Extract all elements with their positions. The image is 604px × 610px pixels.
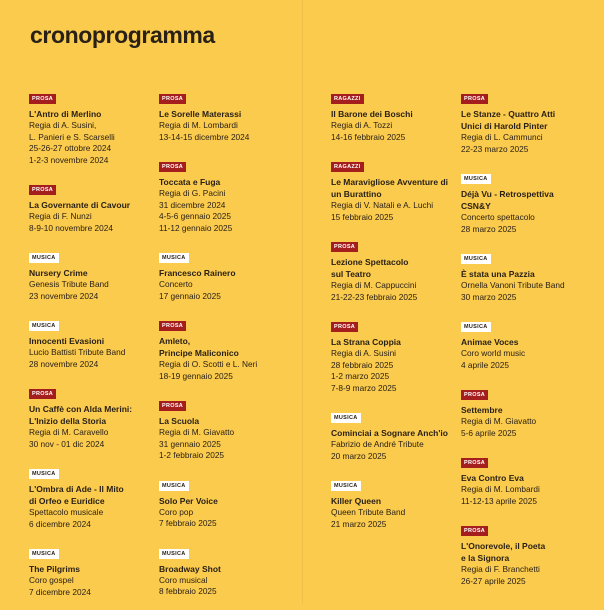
event-detail: 25-26-27 ottobre 2024 — [29, 143, 112, 154]
event-detail: 1-2 marzo 2025 — [331, 371, 390, 382]
category-badge: PROSA — [159, 162, 186, 172]
event-title: Le Stanze - Quattro Atti Unici di Harold Pinter — [461, 109, 556, 132]
schedule-column-4 — [461, 87, 589, 599]
category-badge: RAGAZZI — [331, 94, 364, 104]
event-entry — [331, 406, 459, 462]
event-title: Il Barone dei Boschi — [331, 109, 413, 120]
event-detail: 17 gennaio 2025 — [159, 290, 221, 301]
event-entry — [159, 155, 287, 234]
event-title: Nursery Crime — [29, 268, 88, 279]
event-detail: 14-16 febbraio 2025 — [331, 131, 406, 142]
event-entry — [331, 474, 459, 530]
event-title: The Pilgrims — [29, 564, 81, 575]
category-badge: MUSICA — [159, 481, 189, 491]
event-entry — [461, 315, 589, 371]
event-title: Settembre — [461, 405, 503, 416]
schedule-column-2 — [159, 87, 287, 610]
event-entry — [331, 87, 459, 143]
event-detail: 21-22-23 febbraio 2025 — [331, 291, 418, 302]
category-badge: MUSICA — [29, 253, 59, 263]
event-subtitle: Regia di F. Branchetti — [461, 564, 540, 575]
event-subtitle: Regia di O. Scotti e L. Neri — [159, 359, 258, 370]
event-title: Killer Queen — [331, 496, 382, 507]
event-detail: 7 dicembre 2024 — [29, 586, 91, 597]
category-badge: MUSICA — [331, 481, 361, 491]
category-badge: MUSICA — [159, 253, 189, 263]
event-entry — [29, 542, 157, 598]
event-subtitle: Coro pop — [159, 506, 194, 517]
event-detail: 8-9-10 novembre 2024 — [29, 222, 113, 233]
event-title: Amleto, Principe Maliconico — [159, 336, 239, 359]
event-detail: L. Panieri e S. Scarselli — [29, 131, 115, 142]
category-badge: PROSA — [29, 185, 56, 195]
event-title: Le Sorelle Materassi — [159, 109, 242, 120]
event-detail: 28 marzo 2025 — [461, 223, 517, 234]
category-badge: MUSICA — [461, 254, 491, 264]
event-detail: 13-14-15 dicembre 2024 — [159, 131, 250, 142]
event-entry — [29, 314, 157, 370]
event-entry — [461, 167, 589, 235]
event-entry — [461, 87, 589, 155]
event-detail: 5-6 aprile 2025 — [461, 427, 517, 438]
event-detail: 11-12 gennaio 2025 — [159, 222, 233, 233]
event-subtitle: Regia di M. Lombardi — [159, 120, 238, 131]
event-entry — [159, 394, 287, 462]
category-badge: MUSICA — [159, 549, 189, 559]
category-badge: PROSA — [29, 389, 56, 399]
event-title: L'Onorevole, il Poeta e la Signora — [461, 541, 546, 564]
event-title: L'Antro di Merlino — [29, 109, 102, 120]
event-subtitle: Regia di M. Giavatto — [461, 416, 537, 427]
event-subtitle: Ornella Vanoni Tribute Band — [461, 280, 565, 291]
event-entry — [331, 155, 459, 223]
event-subtitle: Concerto spettacolo — [461, 212, 535, 223]
event-subtitle: Regia di M. Giavatto — [159, 427, 235, 438]
category-badge: PROSA — [29, 94, 56, 104]
category-badge: PROSA — [159, 321, 186, 331]
event-detail: 22-23 marzo 2025 — [461, 143, 529, 154]
event-subtitle: Regia di M. Caravello — [29, 427, 109, 438]
event-detail: 21 marzo 2025 — [331, 518, 387, 529]
event-detail: 7 febbraio 2025 — [159, 518, 217, 529]
event-title: La Governante di Cavour — [29, 200, 131, 211]
category-badge: MUSICA — [331, 413, 361, 423]
event-title: Lezione Spettacolo sul Teatro — [331, 257, 409, 280]
event-detail: 26-27 aprile 2025 — [461, 575, 526, 586]
event-detail: 31 gennaio 2025 — [159, 438, 221, 449]
event-detail: 18-19 gennaio 2025 — [159, 370, 233, 381]
event-title: Solo Per Voice — [159, 495, 218, 506]
event-entry — [29, 462, 157, 530]
category-badge: MUSICA — [29, 549, 59, 559]
category-badge: PROSA — [159, 94, 186, 104]
event-detail: 6 dicembre 2024 — [29, 518, 91, 529]
category-badge: MUSICA — [29, 469, 59, 479]
event-detail: 23 novembre 2024 — [29, 290, 99, 301]
event-detail: 20 marzo 2025 — [331, 450, 387, 461]
event-subtitle: Coro musical — [159, 574, 208, 585]
event-detail: 1-2 febbraio 2025 — [159, 450, 225, 461]
schedule-column-3 — [331, 87, 459, 542]
event-title: La Strana Coppia — [331, 337, 401, 348]
event-subtitle: Regia di A. Susini, — [29, 120, 97, 131]
event-entry — [159, 246, 287, 302]
event-subtitle: Concerto — [159, 279, 193, 290]
event-subtitle: Lucio Battisti Tribute Band — [29, 347, 126, 358]
event-entry — [331, 315, 459, 394]
event-subtitle: Coro gospel — [29, 575, 74, 586]
event-subtitle: Regia di M. Cappuccini — [331, 280, 417, 291]
event-subtitle: Regia di F. Nunzi — [29, 211, 92, 222]
event-entry — [159, 314, 287, 382]
category-badge: PROSA — [331, 322, 358, 332]
category-badge: PROSA — [461, 390, 488, 400]
category-badge: MUSICA — [29, 321, 59, 331]
event-detail: 8 febbraio 2025 — [159, 586, 217, 597]
event-subtitle: Regia di A. Susini — [331, 348, 397, 359]
event-entry — [159, 474, 287, 530]
event-detail: 15 febbraio 2025 — [331, 211, 394, 222]
event-subtitle: Regia di M. Lombardi — [461, 484, 540, 495]
event-detail: 4 aprile 2025 — [461, 359, 509, 370]
event-subtitle: Regia di A. Tozzi — [331, 120, 393, 131]
event-entry — [331, 235, 459, 303]
event-detail: 30 nov - 01 dic 2024 — [29, 438, 105, 449]
category-badge: RAGAZZI — [331, 162, 364, 172]
event-title: Cominciai a Sognare Anch'io — [331, 428, 448, 439]
schedule-column-1 — [29, 87, 157, 610]
event-detail: 28 febbraio 2025 — [331, 359, 394, 370]
event-entry — [461, 383, 589, 439]
event-title: Eva Contro Eva — [461, 473, 524, 484]
category-badge: PROSA — [461, 94, 488, 104]
category-badge: PROSA — [461, 526, 488, 536]
event-entry — [159, 542, 287, 598]
event-subtitle: Queen Tribute Band — [331, 507, 406, 518]
event-detail: 31 dicembre 2024 — [159, 199, 226, 210]
event-entry — [29, 382, 157, 450]
page-title: cronoprogramma — [30, 22, 215, 48]
event-entry — [461, 451, 589, 507]
category-badge: MUSICA — [461, 174, 491, 184]
event-subtitle: Regia di V. Natali e A. Luchi — [331, 200, 434, 211]
event-entry — [29, 246, 157, 302]
event-title: Un Caffè con Alda Merini: L'Inizio della Storia — [29, 404, 133, 427]
event-subtitle: Fabrizio de André Tribute — [331, 439, 424, 450]
category-badge: PROSA — [159, 401, 186, 411]
event-title: Francesco Rainero — [159, 268, 236, 279]
event-title: Innocenti Evasioni — [29, 336, 105, 347]
event-subtitle: Coro world music — [461, 348, 526, 359]
event-entry — [461, 247, 589, 303]
event-subtitle: Genesis Tribute Band — [29, 279, 109, 290]
event-detail: 30 marzo 2025 — [461, 291, 517, 302]
category-badge: PROSA — [331, 242, 358, 252]
category-badge: MUSICA — [461, 322, 491, 332]
event-title: Animae Voces — [461, 337, 519, 348]
event-title: Toccata e Fuga — [159, 177, 221, 188]
page-fold — [302, 0, 303, 604]
event-entry — [29, 178, 157, 234]
event-title: Le Maravigliose Avventure di un Burattino — [331, 177, 448, 200]
event-title: La Scuola — [159, 416, 200, 427]
event-subtitle: Regia di G. Pacini — [159, 188, 226, 199]
event-title: È stata una Pazzia — [461, 269, 535, 280]
event-entry — [29, 87, 157, 166]
event-subtitle: Spettacolo musicale — [29, 507, 104, 518]
event-detail: 11-12-13 aprile 2025 — [461, 495, 537, 506]
event-title: L'Ombra di Ade - Il Mito di Orfeo e Euridice — [29, 484, 124, 507]
event-detail: 28 novembre 2024 — [29, 358, 99, 369]
category-badge: PROSA — [461, 458, 488, 468]
event-title: Broadway Shot — [159, 563, 221, 574]
event-detail: 4-5-6 gennaio 2025 — [159, 211, 231, 222]
event-subtitle: Regia di L. Cammunci — [461, 132, 543, 143]
event-detail: 1-2-3 novembre 2024 — [29, 154, 109, 165]
event-title: Déjà Vu - Retrospettiva CSN&Y — [461, 189, 554, 212]
event-entry — [461, 519, 589, 587]
event-entry — [159, 87, 287, 143]
event-detail: 7-8-9 marzo 2025 — [331, 382, 397, 393]
